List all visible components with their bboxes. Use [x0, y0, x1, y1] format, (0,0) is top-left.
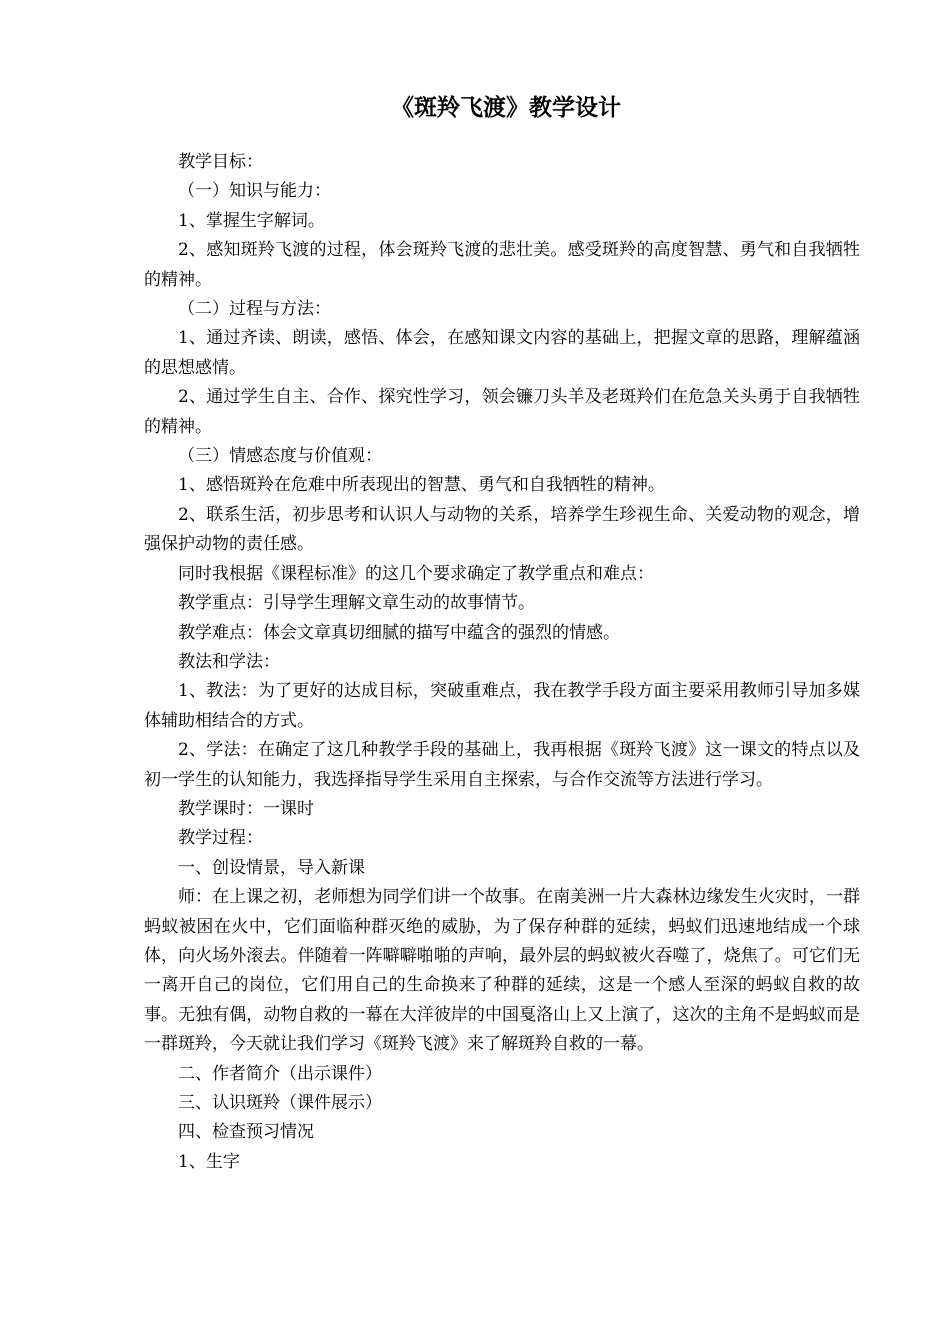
paragraph-teacher-story: 师：在上课之初，老师想为同学们讲一个故事。在南美洲一片大森林边缘发生火灾时，一群蚂蚁被困在火中，它们面临种群灭绝的威胁，为了保存种群的延续，蚂蚁们迅速地结成一个球体，向火场外滚去。伴随着一阵噼噼啪啪的声响，最外层的蚂蚁被火吞噬了，烧焦了。可它们无一离开自己的岗位，它们用自己的生命换来了种群的延续，这是一个感人至深的蚂蚁自救的故事。无独有偶，动物自救的一幕在大洋彼岸的中国戛洛山上又上演了，这次的主角不是蚂蚁而是一群斑羚，今天就让我们学习《斑羚飞渡》来了解斑羚自救的一幕。	[144, 887, 860, 1055]
paragraph-knowledge-2: 2、感知斑羚飞渡的过程，体会斑羚飞渡的悲壮美。感受斑羚的高度智慧、勇气和自我牺牲的精神。	[144, 240, 860, 290]
document-title: 《斑羚飞渡》教学设计	[391, 94, 621, 121]
paragraph-teaching-method: 1、教法：为了更好的达成目标，突破重难点，我在教学手段方面主要采用教师引导加多媒体辅助相结合的方式。	[144, 681, 860, 731]
paragraph-step-4: 四、检查预习情况	[178, 1122, 314, 1143]
paragraph-objectives-heading: 教学目标：	[178, 152, 263, 172]
paragraph-new-characters: 1、生字	[178, 1151, 240, 1172]
paragraph-knowledge-1: 1、掌握生字解词。	[178, 210, 325, 231]
paragraph-emotion-2: 2、联系生活，初步思考和认识人与动物的关系，培养学生珍视生命、关爱动物的观念，增强保护动物的责任感。	[144, 504, 860, 555]
paragraph-step-1: 一、创设情景，导入新课	[178, 857, 365, 878]
paragraph-emotion-heading: （三）情感态度与价值观：	[178, 446, 382, 467]
paragraph-step-2: 二、作者简介（出示课件）	[178, 1063, 382, 1084]
paragraph-step-3: 三、认识斑羚（课件展示）	[178, 1093, 382, 1113]
paragraph-process-heading: （二）过程与方法：	[178, 299, 331, 320]
paragraph-process-steps-heading: 教学过程：	[178, 828, 263, 849]
paragraph-learning-method: 2、学法：在确定了这几种教学手段的基础上，我再根据《斑羚飞渡》这一课文的特点以及初一学生的认知能力，我选择指导学生采用自主探索，与合作交流等方法进行学习。	[144, 740, 860, 790]
paragraph-process-1: 1、通过齐读、朗读，感悟、体会，在感知课文内容的基础上，把握文章的思路，理解蕴涵的思想感情。	[144, 328, 860, 378]
paragraph-key-point: 教学重点：引导学生理解文章生动的故事情节。	[178, 593, 535, 614]
paragraph-process-2: 2、通过学生自主、合作、探究性学习，领会镰刀头羊及老斑羚们在危急关头勇于自我牺牲的精神。	[144, 387, 860, 437]
paragraph-standards: 同时我根据《课程标准》的这几个要求确定了教学重点和难点：	[178, 563, 654, 584]
paragraph-methods-heading: 教法和学法：	[178, 651, 280, 672]
paragraph-difficulty: 教学难点：体会文章真切细腻的描写中蕴含的强烈的情感。	[178, 622, 620, 643]
paragraph-knowledge-heading: （一）知识与能力：	[178, 181, 331, 202]
paragraph-emotion-1: 1、感悟斑羚在危难中所表现出的智慧、勇气和自我牺牲的精神。	[178, 475, 665, 496]
document-page	[144, 88, 860, 1177]
paragraph-class-hours: 教学课时：一课时	[178, 798, 314, 819]
